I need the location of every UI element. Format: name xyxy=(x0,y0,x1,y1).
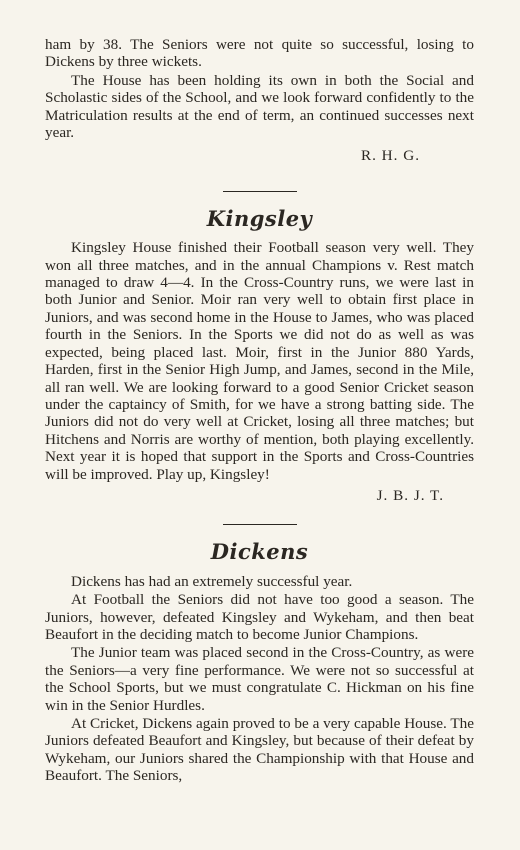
kingsley-signature: J. B. J. T. xyxy=(376,486,444,504)
intro-signature: R. H. G. xyxy=(360,147,420,165)
dickens-paragraph-4: At Cricket, Dickens again proved to be a very capable House. The Juniors defeated Beaufort and Kingsley, but because of their defeat by Wykeham, our Juniors shared the Championship with that House and Beaufort. The Seniors, xyxy=(45,715,474,785)
kingsley-paragraph: Kingsley House finished their Football season very well. They won all three matches, and in the annual Champions v. Rest match managed to draw 4—4. In the Cross-Country runs, we were last in both Junior and Senior. Moir ran very well to obtain first place in Juniors, and was second home in the House to James, who was placed fourth in the Seniors. In the Sports we did not do as well as was expected, being placed last. Moir, first in the Junior 880 Yards, Harden, first in the Senior High Jump, and James, second in the Mile, all ran well. We are looking forward to a good Senior Cricket season under the captaincy of Smith, for we have a strong batting side. The Juniors did not do very well at Cricket, losing all three matches; but Hitchens and Norris are worthy of mention, both playing excellently. Next year it is hoped that support in the Sports and Cross-Countries will be improved. Play up, Kingsley! xyxy=(45,239,474,483)
section-divider xyxy=(223,524,297,525)
dickens-paragraph-2: At Football the Seniors did not have too good a season. The Juniors, however, defeated Kingsley and Wykeham, and then beat Beaufort in the deciding match to become Junior Champions. xyxy=(45,591,474,643)
dickens-paragraph-1: Dickens has had an extremely successful year. xyxy=(71,572,353,590)
section-divider xyxy=(223,191,297,192)
dickens-heading: Dickens xyxy=(210,539,309,565)
dickens-paragraph-3: The Junior team was placed second in the Cross-Country, as were the Seniors—a very fine performance. We were not so successful at the School Sports, but we must congratulate C. Hickman on his fine win in the Senior Hurdles. xyxy=(45,644,474,714)
kingsley-heading: Kingsley xyxy=(206,205,313,231)
intro-paragraph-1: ham by 38. The Seniors were not quite so successful, losing to Dickens by three wickets. xyxy=(45,36,474,71)
intro-paragraph-2: The House has been holding its own in both the Social and Scholastic sides of the School, and we look forward confidently to the Matriculation results at the end of term, an continued successes next year. xyxy=(45,71,474,142)
